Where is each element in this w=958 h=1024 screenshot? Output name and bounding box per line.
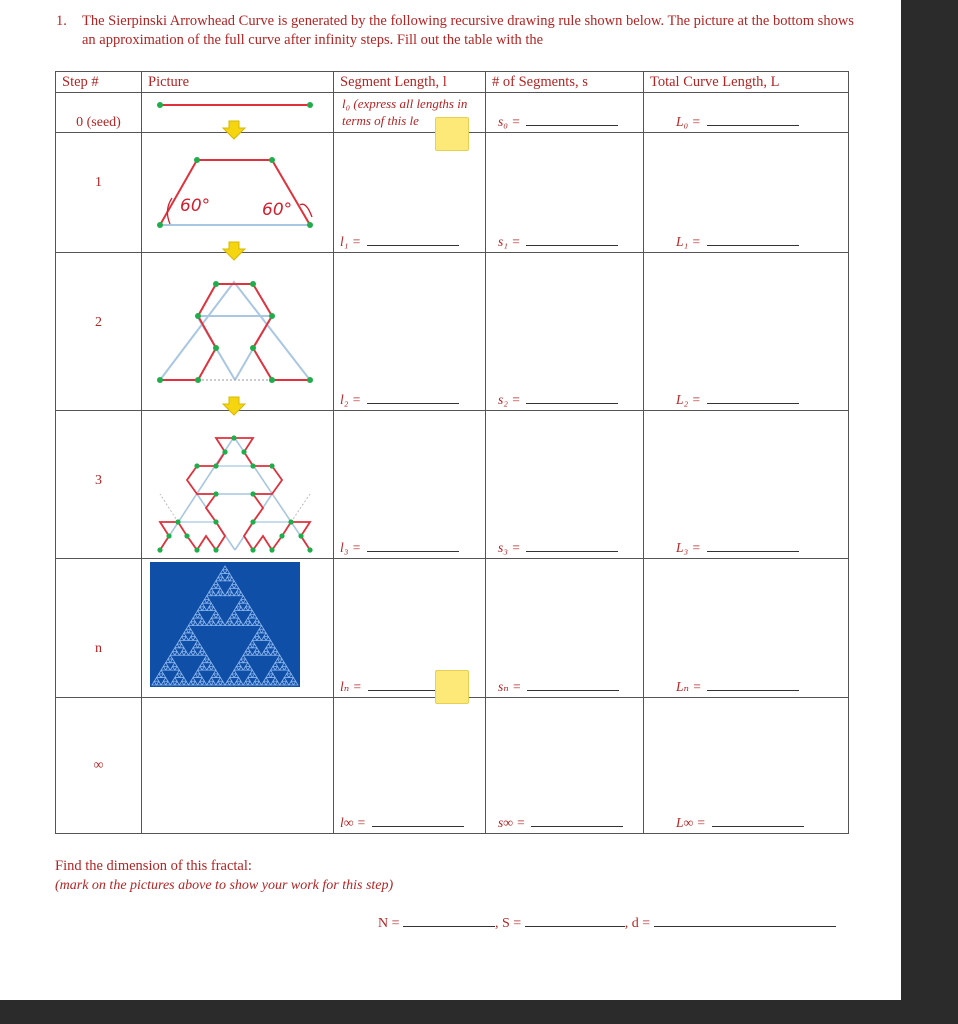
table-row bbox=[56, 698, 849, 834]
step-label: 3 bbox=[95, 473, 102, 488]
answer-blank[interactable] bbox=[707, 115, 799, 126]
L-label: L∞ = bbox=[676, 815, 706, 830]
answer-blank[interactable] bbox=[531, 816, 623, 827]
L-label: L₀ = bbox=[676, 114, 701, 129]
answer-blank[interactable] bbox=[367, 235, 459, 246]
picture-cell bbox=[142, 93, 334, 133]
answer-blank[interactable] bbox=[712, 816, 804, 827]
step-cell bbox=[56, 133, 142, 253]
question-number: 1. bbox=[56, 13, 67, 29]
answer-blank[interactable] bbox=[707, 235, 799, 246]
answer-blank[interactable] bbox=[707, 393, 799, 404]
angle-label-left: 60° bbox=[180, 196, 211, 216]
s-label: s₃ = bbox=[498, 540, 521, 555]
answer-blank[interactable] bbox=[526, 393, 618, 404]
answer-blank[interactable] bbox=[526, 541, 618, 552]
header-step: Step # bbox=[56, 72, 142, 93]
step-cell bbox=[56, 559, 142, 698]
total-length-cell[interactable] bbox=[644, 698, 849, 834]
L-label: Lₙ = bbox=[676, 679, 702, 694]
header-total-length: Total Curve Length, L bbox=[644, 72, 849, 93]
n-blank[interactable] bbox=[403, 916, 495, 927]
answer-blank[interactable] bbox=[526, 115, 618, 126]
s-label: s₁ = bbox=[498, 234, 521, 249]
answer-blank[interactable] bbox=[527, 680, 619, 691]
footer-title: Find the dimension of this fractal: bbox=[55, 858, 252, 874]
l-label: l₂ = bbox=[340, 392, 361, 407]
s-label: , S = bbox=[495, 916, 522, 931]
seed-note: l₀ (express all lengths in terms of this le bbox=[342, 96, 468, 128]
s-label: sₙ = bbox=[498, 679, 522, 694]
answer-blank[interactable] bbox=[526, 235, 618, 246]
step-cell bbox=[56, 411, 142, 559]
L-label: L₁ = bbox=[676, 234, 701, 249]
num-segments-cell[interactable] bbox=[486, 559, 644, 698]
segment-length-cell[interactable] bbox=[334, 698, 486, 834]
header-segment-length: Segment Length, l bbox=[334, 72, 486, 93]
l-label: l₁ = bbox=[340, 234, 361, 249]
L-label: L₃ = bbox=[676, 540, 701, 555]
picture-cell bbox=[142, 253, 334, 411]
header-num-segments: # of Segments, s bbox=[486, 72, 644, 93]
header-picture: Picture bbox=[142, 72, 334, 93]
answer-blank[interactable] bbox=[372, 816, 464, 827]
num-segments-cell[interactable] bbox=[486, 93, 644, 133]
l-label: lₙ = bbox=[340, 679, 362, 694]
sticky-note[interactable] bbox=[435, 117, 469, 151]
sticky-note[interactable] bbox=[435, 670, 469, 704]
table-row bbox=[56, 253, 849, 411]
step-label: n bbox=[95, 641, 102, 656]
s-blank[interactable] bbox=[525, 916, 625, 927]
step-label: 0 (seed) bbox=[76, 115, 121, 130]
header-row bbox=[56, 72, 849, 93]
answer-blank[interactable] bbox=[367, 541, 459, 552]
question-text: The Sierpinski Arrowhead Curve is generated by the following recursive drawing rule shown below. The picture at the bottom shows an approximation of the full curve after infinity steps. Fill out the table with the bbox=[82, 13, 854, 48]
picture-cell bbox=[142, 698, 334, 834]
s-label: s₂ = bbox=[498, 392, 521, 407]
table-row bbox=[56, 411, 849, 559]
n-label: N = bbox=[378, 916, 400, 931]
step-cell bbox=[56, 253, 142, 411]
total-length-cell[interactable] bbox=[644, 411, 849, 559]
num-segments-cell[interactable] bbox=[486, 698, 644, 834]
step-cell bbox=[56, 93, 142, 133]
step-label: ∞ bbox=[93, 758, 104, 773]
d-label: , d = bbox=[624, 916, 651, 931]
L-label: L₂ = bbox=[676, 392, 701, 407]
step-label: 2 bbox=[95, 315, 102, 330]
answer-blank[interactable] bbox=[707, 680, 799, 691]
total-length-cell[interactable] bbox=[644, 133, 849, 253]
total-length-cell[interactable] bbox=[644, 93, 849, 133]
total-length-cell[interactable] bbox=[644, 559, 849, 698]
answer-blank[interactable] bbox=[707, 541, 799, 552]
angle-label-right: 60° bbox=[262, 200, 293, 220]
step-cell bbox=[56, 698, 142, 834]
dimension-line bbox=[378, 916, 836, 932]
footer-subtitle: (mark on the pictures above to show your work for this step) bbox=[55, 878, 394, 893]
total-length-cell[interactable] bbox=[644, 253, 849, 411]
s-label: s₀ = bbox=[498, 114, 521, 129]
picture-cell bbox=[142, 559, 334, 698]
l-label: l∞ = bbox=[340, 815, 366, 830]
l-label: l₃ = bbox=[340, 540, 361, 555]
s-label: s∞ = bbox=[498, 815, 526, 830]
fractal-table bbox=[55, 71, 849, 834]
segment-length-cell[interactable] bbox=[334, 411, 486, 559]
picture-cell bbox=[142, 411, 334, 559]
num-segments-cell[interactable] bbox=[486, 253, 644, 411]
question-1 bbox=[56, 12, 856, 50]
num-segments-cell[interactable] bbox=[486, 133, 644, 253]
num-segments-cell[interactable] bbox=[486, 411, 644, 559]
d-blank[interactable] bbox=[654, 916, 836, 927]
answer-blank[interactable] bbox=[367, 393, 459, 404]
picture-cell bbox=[142, 133, 334, 253]
segment-length-cell[interactable] bbox=[334, 253, 486, 411]
step-label: 1 bbox=[95, 175, 102, 190]
